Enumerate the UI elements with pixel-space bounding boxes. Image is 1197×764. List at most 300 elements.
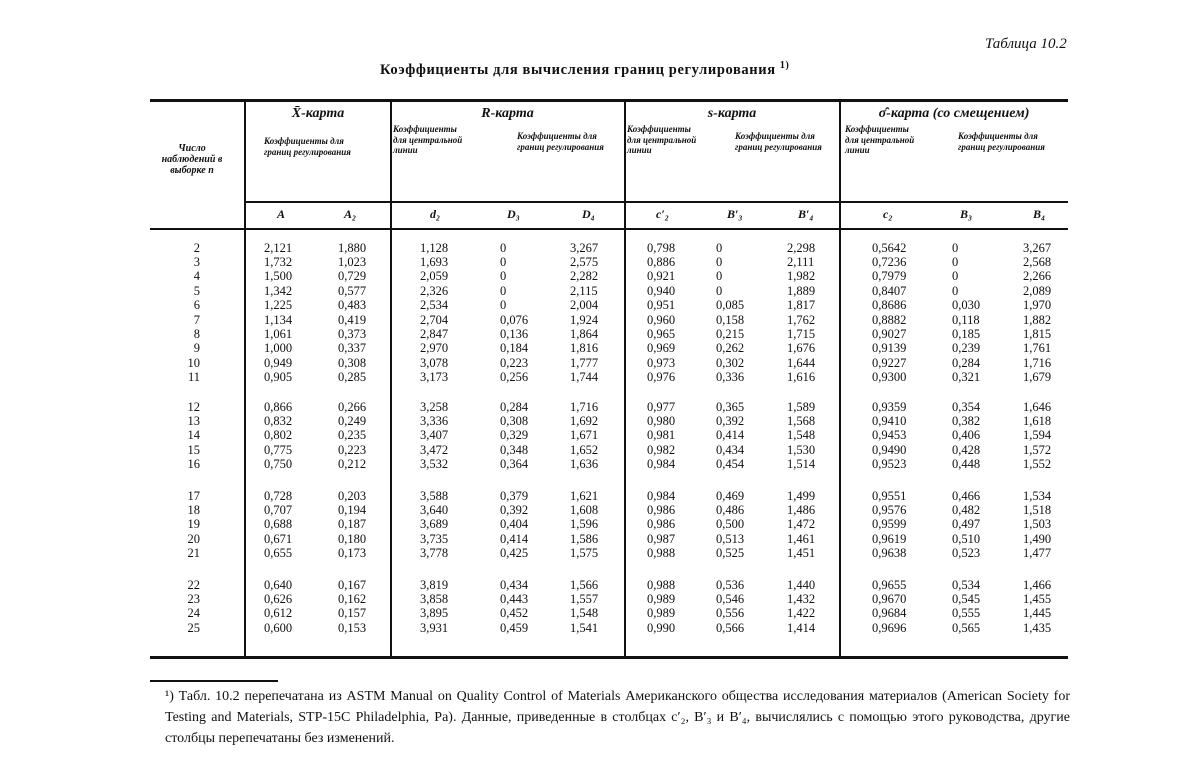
table-cell: 2,326 <box>420 283 449 298</box>
table-cell: 0,671 <box>264 531 293 546</box>
table-cell: 1,552 <box>1023 456 1052 471</box>
table-cell: 0,988 <box>647 578 676 592</box>
table-cell: 2,568 <box>1023 255 1052 270</box>
table-cell: 0,9453 <box>872 428 907 443</box>
table-cell: 1,414 <box>787 620 816 635</box>
table-cell: 0,9619 <box>872 531 907 546</box>
table-cell: 1,451 <box>787 545 816 560</box>
table-cell: 3,532 <box>420 456 449 471</box>
row-sample-size: 22 <box>187 578 200 592</box>
table-cell: 1,061 <box>264 327 293 342</box>
table-cell: 0,329 <box>500 428 529 443</box>
sub-header-r-center: Коэффициенты для центральной линии <box>393 124 463 155</box>
row-header: Число наблюдений в выборке n <box>161 143 223 176</box>
table-cell: 0,9576 <box>872 503 907 518</box>
table-cell: 1,608 <box>570 503 599 518</box>
table-cell: 0,987 <box>647 531 676 546</box>
table-cell: 0,321 <box>952 369 981 384</box>
table-cell: 0,626 <box>264 592 293 607</box>
table-cell: 0,382 <box>952 414 981 429</box>
table-cell: 0,454 <box>716 456 745 471</box>
table-cell: 0,434 <box>500 578 529 592</box>
table-cell: 0,348 <box>500 442 529 457</box>
table-cell: 0,775 <box>264 442 293 457</box>
table-cell: 0,9139 <box>872 341 907 356</box>
table-cell: 0,337 <box>338 341 367 356</box>
table-cell: 1,472 <box>787 517 816 532</box>
table-cell: 1,128 <box>420 241 449 255</box>
table-cell: 0,984 <box>647 456 676 471</box>
col-header-c2: c₂ <box>883 207 893 221</box>
table-cell: 1,557 <box>570 592 599 607</box>
table-cell: 0,235 <box>338 428 367 443</box>
table-cell: 0,977 <box>647 400 676 414</box>
table-cell: 2,534 <box>420 297 449 312</box>
table-cell: 2,111 <box>787 255 815 270</box>
col-header-b4-prime: B′₄ <box>798 207 814 221</box>
table-cell: 3,819 <box>420 578 449 592</box>
table-cell: 0 <box>716 269 723 284</box>
group-title-xbar: X̄-карта <box>291 106 345 121</box>
table-cell: 1,455 <box>1023 592 1052 607</box>
table-cell: 1,486 <box>787 503 816 518</box>
table-cell: 0,8407 <box>872 283 907 298</box>
table-cell: 3,258 <box>420 400 449 414</box>
table-cell: 1,000 <box>264 341 293 356</box>
table-cell: 1,693 <box>420 255 449 270</box>
row-sample-size: 14 <box>187 428 200 443</box>
table-cell: 1,575 <box>570 545 599 560</box>
table-cell: 3,336 <box>420 414 449 429</box>
table-cell: 0,510 <box>952 531 981 546</box>
table-cell: 0,973 <box>647 355 676 370</box>
table-cell: 0,030 <box>952 297 981 312</box>
table-cell: 0,469 <box>716 489 745 503</box>
table-cell: 3,267 <box>1023 241 1052 255</box>
group-title-r: R-карта <box>481 106 534 121</box>
table-cell: 0,989 <box>647 592 676 607</box>
table-cell: 0,556 <box>716 606 745 621</box>
table-cell: 1,432 <box>787 592 816 607</box>
footnote-rule <box>150 680 278 682</box>
table-cell: 0,223 <box>338 442 367 457</box>
table-cell: 0,8882 <box>872 313 907 327</box>
table-cell: 0,365 <box>716 400 745 414</box>
table-cell: 0,180 <box>338 531 367 546</box>
table-cell: 1,761 <box>1023 341 1052 356</box>
table-cell: 0,982 <box>647 442 676 457</box>
table-title-text: Коэффициенты для вычисления границ регулирования <box>380 61 776 78</box>
table-cell: 0,986 <box>647 517 676 532</box>
row-sample-size: 25 <box>187 620 200 635</box>
table-cell: 0,392 <box>716 414 745 429</box>
table-cell: 1,652 <box>570 442 599 457</box>
table-cell: 0,414 <box>500 531 529 546</box>
table-cell: 1,548 <box>570 606 599 621</box>
table-cell: 3,735 <box>420 531 449 546</box>
table-cell: 0,566 <box>716 620 745 635</box>
row-sample-size: 16 <box>187 456 200 471</box>
table-cell: 0,866 <box>264 400 293 414</box>
table-cell: 0,7979 <box>872 269 907 284</box>
table-cell: 2,089 <box>1023 283 1052 298</box>
table-cell: 0,534 <box>952 578 981 592</box>
table-cell: 0,9523 <box>872 456 907 471</box>
table-cell: 1,477 <box>1023 545 1052 560</box>
table-cell: 0,379 <box>500 489 529 503</box>
table-cell: 0 <box>500 297 507 312</box>
table-cell: 0,8686 <box>872 297 907 312</box>
table-cell: 1,716 <box>570 400 599 414</box>
sub-header-sigma-center: Коэффициенты для центральной линии <box>845 124 915 155</box>
table-cell: 0,640 <box>264 578 293 592</box>
table-cell: 0,905 <box>264 369 293 384</box>
table-cell: 0,173 <box>338 545 367 560</box>
table-cell: 0,965 <box>647 327 676 342</box>
table-cell: 0,9551 <box>872 489 907 503</box>
table-cell: 1,548 <box>787 428 816 443</box>
table-cell: 1,422 <box>787 606 816 621</box>
table-cell: 0,5642 <box>872 241 907 255</box>
table-cell: 1,461 <box>787 531 816 546</box>
table-cell: 2,704 <box>420 313 449 327</box>
table-cell: 0,9696 <box>872 620 907 635</box>
table-cell: 1,134 <box>264 313 293 327</box>
table-cell: 1,572 <box>1023 442 1052 457</box>
table-cell: 3,858 <box>420 592 449 607</box>
table-cell: 0 <box>500 269 507 284</box>
table-cell: 0,153 <box>338 620 367 635</box>
sub-header-sigma-limits: Коэффициенты для границ регулирования <box>958 131 1045 152</box>
table-cell: 0,546 <box>716 592 745 607</box>
table-cell: 0,285 <box>338 369 367 384</box>
table-cell: 2,059 <box>420 269 449 284</box>
table-cell: 1,596 <box>570 517 599 532</box>
group-title-s: s-карта <box>707 106 757 121</box>
table-cell: 1,594 <box>1023 428 1052 443</box>
table-cell: 1,636 <box>570 456 599 471</box>
table-cell: 1,586 <box>570 531 599 546</box>
table-cell: 0,9027 <box>872 327 907 342</box>
col-header-b3: B₃ <box>960 207 973 221</box>
table-cell: 0,406 <box>952 428 981 443</box>
row-sample-size: 12 <box>187 400 200 414</box>
table-cell: 0,9359 <box>872 400 907 414</box>
table-cell: 0,308 <box>338 355 367 370</box>
table-cell: 0,336 <box>716 369 745 384</box>
table-cell: 0,434 <box>716 442 745 457</box>
row-sample-size: 10 <box>187 355 200 370</box>
table-cell: 3,173 <box>420 369 449 384</box>
col-header-b3-prime: B′₃ <box>727 207 743 221</box>
table-cell: 0,076 <box>500 313 529 327</box>
table-cell: 0,9655 <box>872 578 907 592</box>
table-cell: 0,443 <box>500 592 529 607</box>
table-cell: 1,744 <box>570 369 599 384</box>
table-cell: 1,815 <box>1023 327 1052 342</box>
table-bottom-rule <box>150 656 1068 659</box>
table-cell: 0,951 <box>647 297 676 312</box>
table-cell: 0 <box>952 269 959 284</box>
table-cell: 0,239 <box>952 341 981 356</box>
table-cell: 0,886 <box>647 255 676 270</box>
table-cell: 0,203 <box>338 489 367 503</box>
table-cell: 0,184 <box>500 341 529 356</box>
table-cell: 3,407 <box>420 428 449 443</box>
table-cell: 3,472 <box>420 442 449 457</box>
row-sample-size: 24 <box>187 606 200 621</box>
table-cell: 0,118 <box>952 313 980 327</box>
table-cell: 0,256 <box>500 369 529 384</box>
table-cell: 3,689 <box>420 517 449 532</box>
table-cell: 1,225 <box>264 297 293 312</box>
table-cell: 0,414 <box>716 428 745 443</box>
table-cell: 0,085 <box>716 297 745 312</box>
table-cell: 0,9638 <box>872 545 907 560</box>
table-cell: 0,364 <box>500 456 529 471</box>
column-divider <box>244 100 246 656</box>
table-cell: 0,249 <box>338 414 367 429</box>
row-sample-size: 8 <box>193 327 200 342</box>
table-cell: 0,284 <box>500 400 529 414</box>
group-title-sigma: σ̂-карта (со смещением) <box>878 106 1030 121</box>
table-cell: 1,440 <box>787 578 816 592</box>
table-cell: 0,802 <box>264 428 293 443</box>
table-cell: 0,981 <box>647 428 676 443</box>
table-cell: 0,428 <box>952 442 981 457</box>
table-cell: 3,588 <box>420 489 449 503</box>
table-cell: 0,832 <box>264 414 293 429</box>
table-cell: 1,982 <box>787 269 816 284</box>
table-cell: 0,976 <box>647 369 676 384</box>
row-sample-size: 15 <box>187 442 200 457</box>
table-cell: 0,9300 <box>872 369 907 384</box>
table-cell: 1,817 <box>787 297 816 312</box>
table-cell: 0,466 <box>952 489 981 503</box>
table-cell: 3,640 <box>420 503 449 518</box>
table-cell: 0,302 <box>716 355 745 370</box>
sub-header-xbar-limits: Коэффициенты для границ регулирования <box>264 136 351 157</box>
table-cell: 0,707 <box>264 503 293 518</box>
table-cell: 2,121 <box>264 241 293 255</box>
table-cell: 1,924 <box>570 313 599 327</box>
col-header-d4: D₄ <box>582 207 595 221</box>
table-cell: 0,612 <box>264 606 293 621</box>
table-cell: 0 <box>500 255 507 270</box>
col-header-b4: B₄ <box>1033 207 1046 221</box>
table-cell: 1,568 <box>787 414 816 429</box>
table-cell: 0,536 <box>716 578 745 592</box>
table-cell: 3,778 <box>420 545 449 560</box>
row-sample-size: 9 <box>193 341 200 356</box>
table-cell: 0,262 <box>716 341 745 356</box>
table-cell: 0,354 <box>952 400 981 414</box>
table-cell: 0,984 <box>647 489 676 503</box>
table-cell: 0 <box>952 255 959 270</box>
table-cell: 0,9410 <box>872 414 907 429</box>
table-cell: 0,949 <box>264 355 293 370</box>
table-cell: 3,267 <box>570 241 599 255</box>
table-cell: 0,577 <box>338 283 367 298</box>
table-cell: 0,986 <box>647 503 676 518</box>
table-cell: 1,503 <box>1023 517 1052 532</box>
row-sample-size: 17 <box>187 489 200 503</box>
table-cell: 1,566 <box>570 578 599 592</box>
table-cell: 1,889 <box>787 283 816 298</box>
table-cell: 1,777 <box>570 355 599 370</box>
table-cell: 0,565 <box>952 620 981 635</box>
table-cell: 1,715 <box>787 327 816 342</box>
col-header-a2: A₂ <box>344 207 357 221</box>
table-cell: 1,816 <box>570 341 599 356</box>
table-cell: 0,308 <box>500 414 529 429</box>
table-cell: 0,194 <box>338 503 367 518</box>
table-cell: 1,646 <box>1023 400 1052 414</box>
table-cell: 0,223 <box>500 355 529 370</box>
table-cell: 0,497 <box>952 517 981 532</box>
table-cell: 0,960 <box>647 313 676 327</box>
table-cell: 0,990 <box>647 620 676 635</box>
table-cell: 3,931 <box>420 620 449 635</box>
table-cell: 1,676 <box>787 341 816 356</box>
table-cell: 1,514 <box>787 456 816 471</box>
table-cell: 0,9599 <box>872 517 907 532</box>
table-cell: 0,419 <box>338 313 367 327</box>
column-divider <box>390 100 392 656</box>
table-cell: 1,716 <box>1023 355 1052 370</box>
table-cell: 0,136 <box>500 327 529 342</box>
table-cell: 0,9670 <box>872 592 907 607</box>
table-cell: 1,023 <box>338 255 367 270</box>
table-cell: 1,644 <box>787 355 816 370</box>
table-cell: 1,518 <box>1023 503 1052 518</box>
column-divider <box>624 100 626 656</box>
table-cell: 1,864 <box>570 327 599 342</box>
table-top-rule <box>150 99 1068 102</box>
table-cell: 0 <box>952 241 959 255</box>
table-cell: 2,282 <box>570 269 599 284</box>
footnote: ¹) Табл. 10.2 перепечатана из ASTM Manual on Quality Control of Materials Американского общества исследования материалов (American Society for Testing and Materials, STP-15C Philadelphia, Pa). Данные, приведенные в столбцах c′₂, B′₃ и B′₄, вычислялись с помощью этого руководства, другие столбцы перепечатаны без изменений. <box>165 689 1070 746</box>
table-cell: 1,342 <box>264 283 293 298</box>
row-sample-size: 7 <box>193 313 200 327</box>
table-title <box>380 60 789 79</box>
table-cell: 0,404 <box>500 517 529 532</box>
sub-header-r-limits: Коэффициенты для границ регулирования <box>517 131 604 152</box>
table-cell: 1,882 <box>1023 313 1052 327</box>
table-cell: 0,482 <box>952 503 981 518</box>
table-cell: 3,895 <box>420 606 449 621</box>
header-mid-rule <box>245 201 1068 203</box>
table-cell: 0,162 <box>338 592 367 607</box>
row-sample-size: 21 <box>187 545 200 560</box>
row-sample-size: 5 <box>193 283 200 298</box>
table-cell: 1,732 <box>264 255 293 270</box>
table-cell: 0,555 <box>952 606 981 621</box>
table-cell: 0,425 <box>500 545 529 560</box>
table-cell: 2,970 <box>420 341 449 356</box>
table-cell: 0,392 <box>500 503 529 518</box>
table-cell: 0,167 <box>338 578 367 592</box>
table-cell: 1,589 <box>787 400 816 414</box>
col-header-c2-prime: c′₂ <box>656 207 669 221</box>
table-cell: 3,078 <box>420 355 449 370</box>
table-cell: 0,266 <box>338 400 367 414</box>
table-cell: 0 <box>500 283 507 298</box>
sub-header-s-limits: Коэффициенты для границ регулирования <box>735 131 822 152</box>
table-cell: 0,980 <box>647 414 676 429</box>
row-sample-size: 2 <box>193 241 200 255</box>
table-cell: 0,750 <box>264 456 293 471</box>
table-cell: 0,7236 <box>872 255 907 270</box>
table-cell: 1,671 <box>570 428 599 443</box>
table-cell: 1,692 <box>570 414 599 429</box>
row-sample-size: 23 <box>187 592 200 607</box>
table-cell: 1,445 <box>1023 606 1052 621</box>
table-number: Таблица 10.2 <box>985 36 1067 52</box>
table-cell: 0,523 <box>952 545 981 560</box>
table-cell: 0,157 <box>338 606 367 621</box>
table-cell: 1,621 <box>570 489 599 503</box>
table-cell: 1,679 <box>1023 369 1052 384</box>
table-cell: 0,798 <box>647 241 676 255</box>
title-footnote-mark: 1) <box>779 60 790 71</box>
row-sample-size: 19 <box>187 517 200 532</box>
row-sample-size: 6 <box>193 297 200 312</box>
table-cell: 0,185 <box>952 327 981 342</box>
table-cell: 1,490 <box>1023 531 1052 546</box>
row-sample-size: 4 <box>193 269 200 284</box>
table-cell: 2,847 <box>420 327 449 342</box>
sub-header-s-center: Коэффициенты для центральной линии <box>627 124 697 155</box>
table-cell: 0,187 <box>338 517 367 532</box>
table-cell: 2,115 <box>570 283 598 298</box>
table-cell: 0,483 <box>338 297 367 312</box>
table-cell: 0,921 <box>647 269 676 284</box>
row-sample-size: 3 <box>193 255 200 270</box>
header-bottom-rule <box>150 228 1068 230</box>
table-cell: 1,500 <box>264 269 293 284</box>
table-cell: 0,969 <box>647 341 676 356</box>
table-cell: 0,729 <box>338 269 367 284</box>
table-cell: 0,373 <box>338 327 367 342</box>
table-cell: 0,513 <box>716 531 745 546</box>
row-sample-size: 18 <box>187 503 200 518</box>
col-header-d2: d₂ <box>430 207 441 221</box>
table-cell: 2,266 <box>1023 269 1052 284</box>
table-cell: 0,988 <box>647 545 676 560</box>
table-cell: 0,212 <box>338 456 367 471</box>
table-cell: 1,970 <box>1023 297 1052 312</box>
table-cell: 1,499 <box>787 489 816 503</box>
table-cell: 0 <box>952 283 959 298</box>
table-cell: 0,545 <box>952 592 981 607</box>
row-sample-size: 13 <box>187 414 200 429</box>
row-sample-size: 20 <box>187 531 200 546</box>
table-cell: 1,534 <box>1023 489 1052 503</box>
table-cell: 0,448 <box>952 456 981 471</box>
table-cell: 2,575 <box>570 255 599 270</box>
table-cell: 2,004 <box>570 297 599 312</box>
table-cell: 0,500 <box>716 517 745 532</box>
table-cell: 0,655 <box>264 545 293 560</box>
table-cell: 0,688 <box>264 517 293 532</box>
table-cell: 0,525 <box>716 545 745 560</box>
table-cell: 1,466 <box>1023 578 1052 592</box>
table-cell: 0,9227 <box>872 355 907 370</box>
table-cell: 2,298 <box>787 241 816 255</box>
table-cell: 1,541 <box>570 620 599 635</box>
table-cell: 0,989 <box>647 606 676 621</box>
